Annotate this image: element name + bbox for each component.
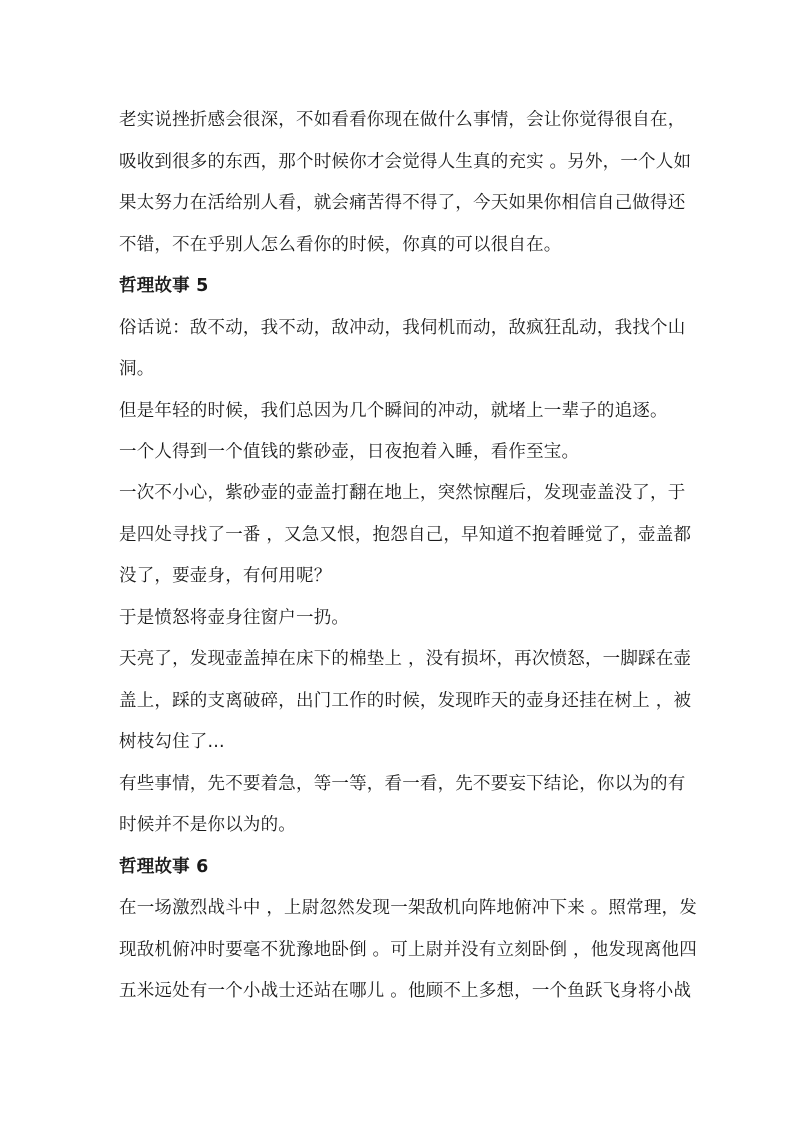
paragraph-line: 在一场激烈战斗中 ，上尉忽然发现一架敌机向阵地俯冲下来 。照常理，发 <box>119 898 697 918</box>
paragraph-line: 吸收到很多的东西，那个时候你才会觉得人生真的充实 。另外，一个人如 <box>119 152 692 172</box>
paragraph-line: 洞。 <box>119 359 155 379</box>
section-heading: 哲理故事 5 <box>119 276 209 296</box>
paragraph-line: 没了，要壶身，有何用呢？ <box>119 566 332 586</box>
paragraph-line: 一次不小心，紫砂壶的壶盖打翻在地上，突然惊醒后，发现壶盖没了，于 <box>119 483 686 503</box>
paragraph-line: 老实说挫折感会很深，不如看看你现在做什么事情，会让你觉得很自在， <box>119 110 686 130</box>
paragraph-line: 时候并不是你以为的。 <box>119 815 296 835</box>
section-heading: 哲理故事 6 <box>119 857 209 877</box>
paragraph-line: 于是愤怒将壶身往窗户一扔。 <box>119 608 350 628</box>
paragraph-line: 一个人得到一个值钱的紫砂壶，日夜抱着入睡，看作至宝。 <box>119 442 580 462</box>
paragraph-line: 盖上，踩的支离破碎，出门工作的时候，发现昨天的壶身还挂在树上 ，被 <box>119 691 692 711</box>
paragraph-line: 有些事情，先不要着急，等一等，看一看，先不要妄下结论，你以为的有 <box>119 774 686 794</box>
paragraph-line: 是四处寻找了一番 ，又急又恨，抱怨自己，早知道不抱着睡觉了，壶盖都 <box>119 525 692 545</box>
paragraph-line: 天亮了，发现壶盖掉在床下的棉垫上 ，没有损坏，再次愤怒，一脚踩在壶 <box>119 649 692 669</box>
paragraph-line: 五米远处有一个小战士还站在哪儿 。他顾不上多想，一个鱼跃飞身将小战 <box>119 981 692 1001</box>
paragraph-line: 树枝勾住了... <box>119 732 225 752</box>
paragraph-line: 俗话说：敌不动，我不动，敌冲动，我伺机而动，敌疯狂乱动，我找个山 <box>119 318 686 338</box>
paragraph-line: 现敌机俯冲时要毫不犹豫地卧倒 。可上尉并没有立刻卧倒 ，他发现离他四 <box>119 940 697 960</box>
paragraph-line: 但是年轻的时候，我们总因为几个瞬间的冲动，就堵上一辈子的追逐。 <box>119 401 668 421</box>
paragraph-line: 果太努力在活给别人看，就会痛苦得不得了，今天如果你相信自己做得还 <box>119 193 686 213</box>
paragraph-line: 不错，不在乎别人怎么看你的时候，你真的可以很自在。 <box>119 235 562 255</box>
